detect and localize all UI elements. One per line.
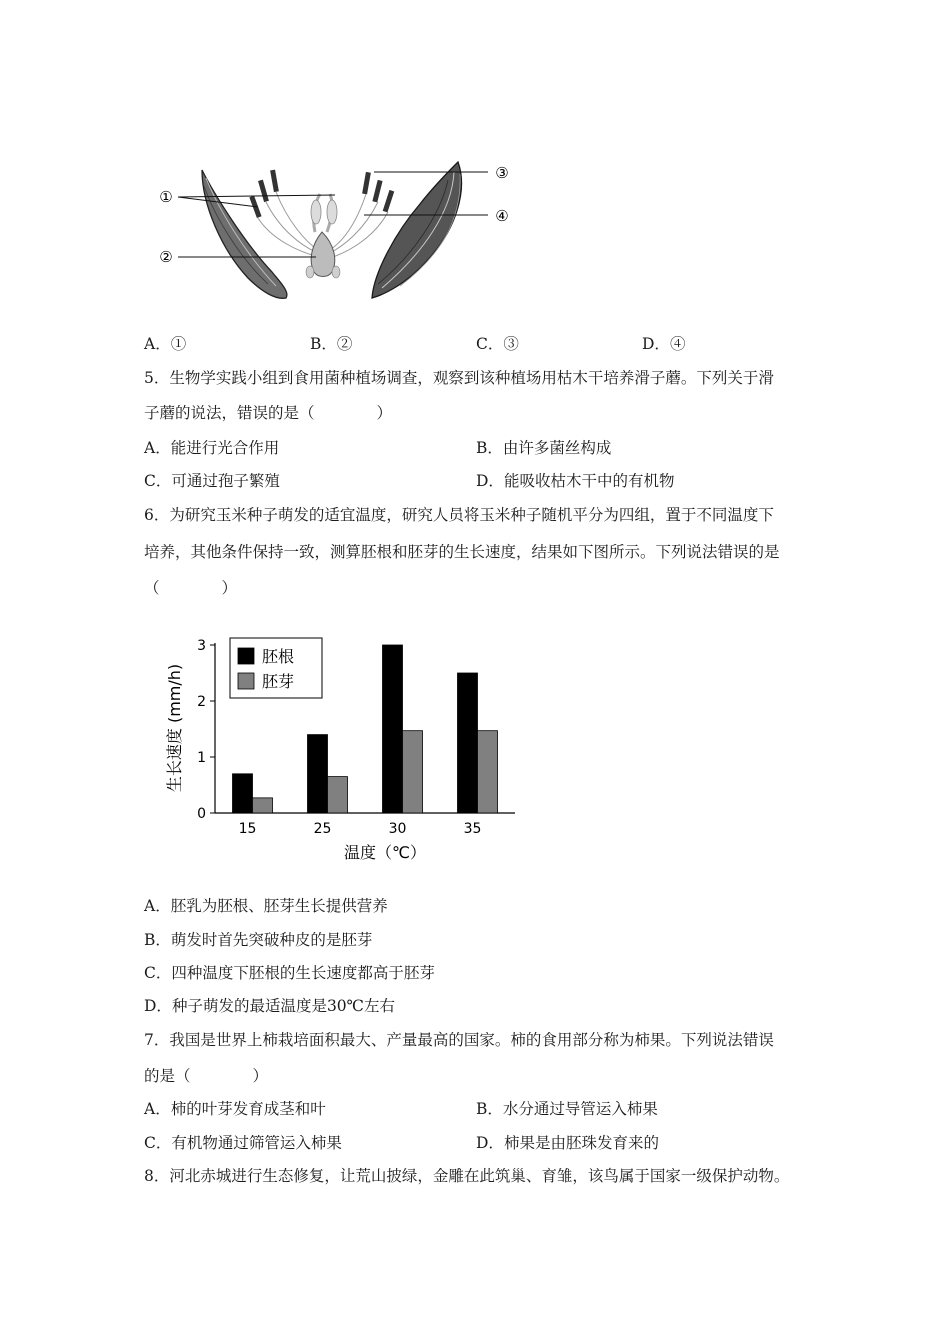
bar-plumule-30 [403, 731, 423, 813]
bar-radicle-35 [458, 673, 478, 813]
q6-stem-line1: 6．为研究玉米种子萌发的适宜温度，研究人员将玉米种子随机平分为四组，置于不同温度下 [144, 506, 774, 524]
q6-option-a[interactable]: A．胚乳为胚根、胚芽生长提供营养 [144, 897, 388, 915]
q7-option-b[interactable]: B．水分通过导管运入柿果 [476, 1100, 658, 1118]
label-3: ③ [495, 164, 509, 182]
q4-option-b[interactable]: B．② [310, 335, 353, 353]
growth-speed-chart [150, 625, 530, 870]
bar-radicle-15 [233, 774, 253, 813]
label-1: ① [159, 188, 173, 206]
q7-option-a[interactable]: A．柿的叶芽发育成茎和叶 [144, 1100, 326, 1118]
chart-legend [230, 638, 322, 698]
q6-option-d[interactable]: D．种子萌发的最适温度是30℃左右 [144, 997, 396, 1015]
x-tick-label: 25 [313, 821, 332, 837]
q4-option-d[interactable]: D．④ [642, 335, 686, 353]
y-tick-label: 0 [197, 806, 206, 822]
q5-option-c[interactable]: C．可通过孢子繁殖 [144, 472, 280, 490]
y-tick-label: 2 [197, 694, 206, 710]
q7-stem-line1: 7．我国是世界上柿栽培面积最大、产量最高的国家。柿的食用部分称为柿果。下列说法错误 [144, 1031, 774, 1049]
legend-label: 胚芽 [262, 672, 295, 691]
q6-option-b[interactable]: B．萌发时首先突破种皮的是胚芽 [144, 931, 373, 949]
ovary [311, 232, 335, 277]
y-tick-label: 1 [197, 750, 206, 766]
q4-option-c[interactable]: C．③ [476, 335, 519, 353]
bar-radicle-25 [308, 735, 328, 813]
q5-option-a[interactable]: A．能进行光合作用 [144, 439, 280, 457]
bar-plumule-15 [253, 798, 273, 813]
q7-stem-line2: 的是（ ） [144, 1067, 269, 1085]
q5-option-b[interactable]: B．由许多菌丝构成 [476, 439, 612, 457]
bar-radicle-30 [383, 645, 403, 813]
q8-stem-line1: 8．河北赤城进行生态修复，让荒山披绿，金雕在此筑巢、育雏，该鸟属于国家一级保护动物。 [144, 1167, 790, 1185]
label-4: ④ [495, 207, 509, 225]
q4-option-a[interactable]: A．① [144, 335, 187, 353]
q6-option-c[interactable]: C．四种温度下胚根的生长速度都高于胚芽 [144, 964, 435, 982]
q7-option-c[interactable]: C．有机物通过筛管运入柿果 [144, 1134, 342, 1152]
q6-stem-line3: （ ） [144, 579, 238, 597]
x-tick-label: 35 [463, 821, 482, 837]
q5-stem-line2: 子蘑的说法，错误的是（ ） [144, 404, 393, 422]
label-2: ② [159, 248, 173, 266]
q5-option-d[interactable]: D．能吸收枯木干中的有机物 [476, 472, 675, 490]
bar-plumule-25 [328, 777, 348, 813]
y-axis-label: 生长速度 (mm/h) [165, 663, 184, 793]
x-tick-label: 30 [388, 821, 407, 837]
x-tick-label: 15 [238, 821, 257, 837]
q5-stem-line1: 5．生物学实践小组到食用菌种植场调查，观察到该种植场用枯木干培养滑子蘑。下列关于滑 [144, 369, 774, 387]
x-axis-label: 温度（℃） [344, 843, 426, 862]
legend-swatch [238, 648, 254, 664]
flower-diagram [150, 160, 520, 305]
legend-swatch [238, 673, 254, 689]
y-tick-label: 3 [197, 638, 206, 654]
q7-option-d[interactable]: D．柿果是由胚珠发育来的 [476, 1134, 659, 1152]
bar-plumule-35 [478, 731, 498, 813]
q6-stem-line2: 培养，其他条件保持一致，测算胚根和胚芽的生长速度，结果如下图所示。下列说法错误的是 [144, 543, 780, 561]
legend-label: 胚根 [262, 647, 295, 666]
